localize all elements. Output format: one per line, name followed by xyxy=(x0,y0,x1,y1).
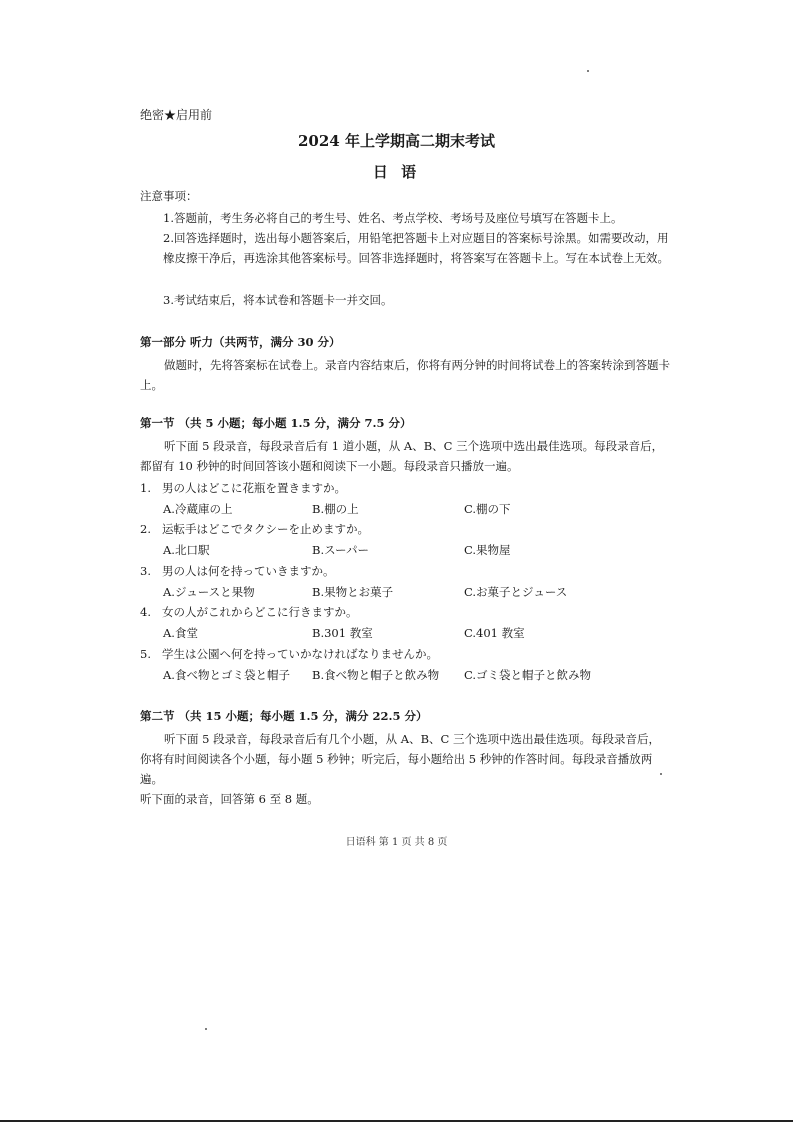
question-1 xyxy=(140,480,346,496)
q1-option-c: C.棚の下 xyxy=(464,502,511,516)
scan-speck xyxy=(587,70,589,72)
q1-option-b: B.棚の上 xyxy=(312,502,359,516)
section1-instruction: 听下面 5 段录音，每段录音后有 1 道小题，从 A、B、C 三个选项中选出最佳选项。每段录音后，都留有 10 秒钟的时间回答该小题和阅读下一小题。每段录音只播放一遍。 xyxy=(140,439,664,473)
question-2 xyxy=(140,521,369,537)
q3-option-b: B.果物とお菓子 xyxy=(312,585,394,599)
confidential-label: 绝密★启用前 xyxy=(140,108,213,122)
part1-heading: 第一部分 听力（共两节，满分 30 分） xyxy=(140,335,341,349)
notice-item-1: 1.答题前，考生务必将自己的考生号、姓名、考点学校、考场号及座位号填写在答题卡上。 xyxy=(163,211,623,225)
question-text: 学生は公園へ何を持っていかなければなりませんか。 xyxy=(162,647,438,661)
section1-heading: 第一节 （共 5 小题；每小题 1.5 分，满分 7.5 分） xyxy=(140,416,412,430)
question-number: 1. xyxy=(140,481,151,495)
q5-option-b: B.食べ物と帽子と飲み物 xyxy=(312,668,440,682)
question-text: 男の人は何を持っていきますか。 xyxy=(162,564,335,578)
section2-instruction: 听下面 5 段录音，每段录音后有几个小题，从 A、B、C 三个选项中选出最佳选项。每段录音后，你将有时间阅读各个小题，每小题 5 秒钟；听完后，每小题给出 5 秒钟的作答时间。每段录音播放两遍。 xyxy=(140,732,660,786)
q4-option-b: B.301 教室 xyxy=(312,626,373,640)
q2-option-a: A.北口駅 xyxy=(163,543,210,557)
exam-subject: 日 语 xyxy=(372,163,421,181)
q2-option-c: C.果物屋 xyxy=(464,543,511,557)
question-number: 2. xyxy=(140,522,151,536)
scan-speck xyxy=(205,1028,207,1030)
question-3 xyxy=(140,563,335,579)
question-number: 4. xyxy=(140,605,151,619)
question-number: 5. xyxy=(140,647,151,661)
q2-option-b: B.スーパー xyxy=(312,543,369,557)
section2-heading: 第二节 （共 15 小题；每小题 1.5 分，满分 22.5 分） xyxy=(140,709,428,723)
question-4 xyxy=(140,604,358,620)
question-text: 女の人がこれからどこに行きますか。 xyxy=(162,605,358,619)
part1-instruction: 做题时，先将答案标在试卷上。录音内容结束后，你将有两分钟的时间将试卷上的答案转涂到答题卡上。 xyxy=(140,358,670,392)
page-footer: 日语科 第 1 页 共 8 页 xyxy=(345,837,448,848)
notice-item-2: 2.回答选择题时，选出每小题答案后，用铅笔把答题卡上对应题目的答案标号涂黑。如需要改动，用橡皮擦干净后，再选涂其他答案标号。回答非选择题时，将答案写在答题卡上。写在本试卷上无效。 xyxy=(163,231,669,265)
q5-option-a: A.食べ物とゴミ袋と帽子 xyxy=(163,668,290,682)
exam-title: 2024 年上学期高二期末考试 xyxy=(298,132,495,150)
q5-option-c: C.ゴミ袋と帽子と飲み物 xyxy=(464,668,592,682)
question-text: 男の人はどこに花瓶を置きますか。 xyxy=(162,481,346,495)
question-text: 运転手はどこでタクシーを止めますか。 xyxy=(162,522,369,536)
q4-option-a: A.食堂 xyxy=(163,626,198,640)
question-number: 3. xyxy=(140,564,151,578)
question-5 xyxy=(140,646,438,662)
q3-option-c: C.お菓子とジュース xyxy=(464,585,568,599)
listen-prompt: 听下面的录音，回答第 6 至 8 题。 xyxy=(140,792,319,806)
q1-option-a: A.冷蔵庫の上 xyxy=(163,502,233,516)
scan-speck xyxy=(660,773,662,775)
notice-item-3: 3.考试结束后，将本试卷和答题卡一并交回。 xyxy=(163,293,393,307)
q4-option-c: C.401 教室 xyxy=(464,626,525,640)
q3-option-a: A.ジュースと果物 xyxy=(163,585,255,599)
notice-heading: 注意事项： xyxy=(140,189,198,203)
